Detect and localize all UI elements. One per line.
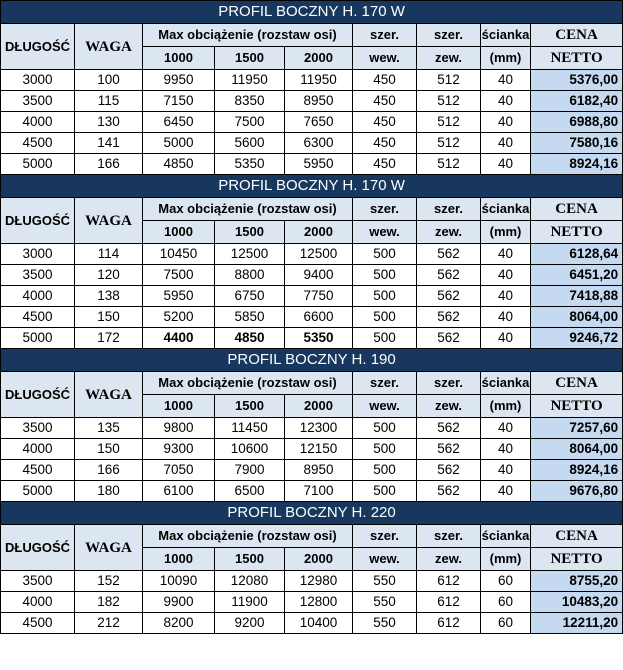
cell-width-outer: 612 <box>417 571 481 592</box>
table-row <box>1 439 623 460</box>
header-max-load: Max obciążenie (rozstaw osi) <box>143 525 353 548</box>
cell-weight: 182 <box>75 592 143 613</box>
cell-width-outer: 612 <box>417 592 481 613</box>
cell-load-1500: 7500 <box>215 112 285 133</box>
table-row <box>1 70 623 91</box>
table-row <box>1 613 623 634</box>
cell-price: 12211,20 <box>531 613 623 634</box>
header-max-load: Max obciążenie (rozstaw osi) <box>143 198 353 221</box>
cell-load-1000: 9950 <box>143 70 215 91</box>
header-length: DŁUGOŚĆ <box>1 525 75 571</box>
header-price-1: CENA <box>531 372 623 395</box>
cell-width-outer: 562 <box>417 244 481 265</box>
cell-load-1000: 10450 <box>143 244 215 265</box>
cell-width-inner: 500 <box>353 439 417 460</box>
cell-load-1000: 4400 <box>143 328 215 349</box>
cell-load-1000: 9300 <box>143 439 215 460</box>
cell-load-1000: 7050 <box>143 460 215 481</box>
header-max-load: Max obciążenie (rozstaw osi) <box>143 372 353 395</box>
cell-length: 5000 <box>1 154 75 175</box>
cell-load-2000: 12500 <box>285 244 353 265</box>
cell-wall: 60 <box>481 592 531 613</box>
cell-length: 4000 <box>1 286 75 307</box>
cell-width-inner: 500 <box>353 418 417 439</box>
header-width-inner-1: szer. <box>353 24 417 47</box>
cell-weight: 100 <box>75 70 143 91</box>
table-row <box>1 91 623 112</box>
cell-load-1500: 11900 <box>215 592 285 613</box>
cell-width-outer: 512 <box>417 112 481 133</box>
header-span: 1500 <box>215 221 285 244</box>
header-span: 1500 <box>215 395 285 418</box>
cell-length: 5000 <box>1 328 75 349</box>
cell-wall: 60 <box>481 613 531 634</box>
header-wall-2: (mm) <box>481 47 531 70</box>
cell-load-2000: 11950 <box>285 70 353 91</box>
cell-load-1500: 10600 <box>215 439 285 460</box>
header-width-inner-2: wew. <box>353 395 417 418</box>
cell-price: 7257,60 <box>531 418 623 439</box>
section-title-row <box>1 175 623 198</box>
cell-load-1500: 11450 <box>215 418 285 439</box>
cell-width-inner: 500 <box>353 244 417 265</box>
cell-length: 4000 <box>1 112 75 133</box>
header-span: 1500 <box>215 47 285 70</box>
cell-length: 4500 <box>1 307 75 328</box>
cell-load-1500: 8800 <box>215 265 285 286</box>
header-width-outer-2: zew. <box>417 221 481 244</box>
table-row <box>1 592 623 613</box>
section-title: PROFIL BOCZNY H. 190 <box>1 349 623 372</box>
cell-price: 7418,88 <box>531 286 623 307</box>
cell-width-inner: 500 <box>353 460 417 481</box>
cell-width-outer: 512 <box>417 133 481 154</box>
header-weight: WAGA <box>75 24 143 70</box>
cell-load-2000: 12800 <box>285 592 353 613</box>
cell-weight: 114 <box>75 244 143 265</box>
header-width-outer-1: szer. <box>417 198 481 221</box>
header-span: 2000 <box>285 47 353 70</box>
cell-width-inner: 450 <box>353 133 417 154</box>
cell-length: 5000 <box>1 481 75 502</box>
table-row <box>1 286 623 307</box>
cell-price: 6182,40 <box>531 91 623 112</box>
cell-length: 3500 <box>1 91 75 112</box>
cell-load-1500: 12500 <box>215 244 285 265</box>
cell-load-2000: 7100 <box>285 481 353 502</box>
header-span: 1500 <box>215 548 285 571</box>
cell-load-1000: 9800 <box>143 418 215 439</box>
header-price-2: NETTO <box>531 221 623 244</box>
header-width-outer-2: zew. <box>417 47 481 70</box>
table-row <box>1 265 623 286</box>
cell-wall: 40 <box>481 70 531 91</box>
cell-width-outer: 512 <box>417 154 481 175</box>
section-title-row <box>1 502 623 525</box>
cell-load-1500: 7900 <box>215 460 285 481</box>
cell-width-inner: 550 <box>353 571 417 592</box>
table-row <box>1 244 623 265</box>
cell-width-outer: 562 <box>417 286 481 307</box>
header-width-outer-1: szer. <box>417 372 481 395</box>
header-wall-1: ścianka <box>481 525 531 548</box>
section-title-row <box>1 349 623 372</box>
cell-width-outer: 562 <box>417 439 481 460</box>
cell-load-2000: 5950 <box>285 154 353 175</box>
cell-load-1000: 6450 <box>143 112 215 133</box>
cell-load-1500: 5600 <box>215 133 285 154</box>
cell-length: 4500 <box>1 460 75 481</box>
cell-weight: 150 <box>75 439 143 460</box>
cell-load-2000: 8950 <box>285 91 353 112</box>
cell-width-outer: 512 <box>417 70 481 91</box>
cell-weight: 166 <box>75 460 143 481</box>
cell-wall: 40 <box>481 244 531 265</box>
header-price-2: NETTO <box>531 395 623 418</box>
header-wall-2: (mm) <box>481 221 531 244</box>
table-row <box>1 460 623 481</box>
cell-load-2000: 12150 <box>285 439 353 460</box>
section-title-row <box>1 1 623 24</box>
header-row <box>1 372 623 395</box>
cell-load-1000: 5000 <box>143 133 215 154</box>
header-price-2: NETTO <box>531 47 623 70</box>
cell-wall: 40 <box>481 112 531 133</box>
cell-length: 3500 <box>1 265 75 286</box>
header-width-inner-2: wew. <box>353 221 417 244</box>
cell-price: 10483,20 <box>531 592 623 613</box>
cell-wall: 40 <box>481 154 531 175</box>
cell-weight: 141 <box>75 133 143 154</box>
cell-load-2000: 5350 <box>285 328 353 349</box>
cell-width-inner: 550 <box>353 613 417 634</box>
table-row <box>1 307 623 328</box>
section-title: PROFIL BOCZNY H. 170 W <box>1 1 623 24</box>
cell-weight: 152 <box>75 571 143 592</box>
cell-load-2000: 7750 <box>285 286 353 307</box>
header-span: 2000 <box>285 221 353 244</box>
cell-price: 5376,00 <box>531 70 623 91</box>
header-width-inner-1: szer. <box>353 525 417 548</box>
header-span: 2000 <box>285 395 353 418</box>
cell-length: 4000 <box>1 439 75 460</box>
cell-load-2000: 6600 <box>285 307 353 328</box>
cell-weight: 135 <box>75 418 143 439</box>
table-row <box>1 418 623 439</box>
cell-length: 4500 <box>1 613 75 634</box>
section-title: PROFIL BOCZNY H. 170 W <box>1 175 623 198</box>
cell-load-1000: 4850 <box>143 154 215 175</box>
cell-length: 3500 <box>1 418 75 439</box>
cell-length: 4500 <box>1 133 75 154</box>
header-price-1: CENA <box>531 198 623 221</box>
header-length: DŁUGOŚĆ <box>1 372 75 418</box>
cell-load-2000: 7650 <box>285 112 353 133</box>
cell-load-1500: 4850 <box>215 328 285 349</box>
cell-load-1500: 6750 <box>215 286 285 307</box>
cell-width-outer: 562 <box>417 328 481 349</box>
cell-load-1000: 10090 <box>143 571 215 592</box>
cell-width-inner: 500 <box>353 265 417 286</box>
cell-wall: 40 <box>481 418 531 439</box>
cell-load-2000: 8950 <box>285 460 353 481</box>
cell-wall: 60 <box>481 571 531 592</box>
cell-price: 8755,20 <box>531 571 623 592</box>
cell-weight: 130 <box>75 112 143 133</box>
cell-width-inner: 500 <box>353 286 417 307</box>
cell-wall: 40 <box>481 439 531 460</box>
header-span: 1000 <box>143 221 215 244</box>
cell-wall: 40 <box>481 328 531 349</box>
cell-load-1500: 8350 <box>215 91 285 112</box>
table-row <box>1 133 623 154</box>
cell-width-inner: 450 <box>353 70 417 91</box>
cell-width-outer: 562 <box>417 418 481 439</box>
header-span: 1000 <box>143 47 215 70</box>
header-width-outer-1: szer. <box>417 525 481 548</box>
cell-width-inner: 550 <box>353 592 417 613</box>
cell-wall: 40 <box>481 265 531 286</box>
cell-load-2000: 6300 <box>285 133 353 154</box>
cell-length: 3000 <box>1 70 75 91</box>
cell-length: 3500 <box>1 571 75 592</box>
cell-width-outer: 562 <box>417 460 481 481</box>
cell-price: 8064,00 <box>531 439 623 460</box>
cell-wall: 40 <box>481 91 531 112</box>
cell-load-2000: 12980 <box>285 571 353 592</box>
header-wall-1: ścianka <box>481 198 531 221</box>
cell-weight: 180 <box>75 481 143 502</box>
cell-price: 8064,00 <box>531 307 623 328</box>
cell-load-1500: 6500 <box>215 481 285 502</box>
header-weight: WAGA <box>75 372 143 418</box>
cell-load-1000: 7500 <box>143 265 215 286</box>
cell-load-1500: 5350 <box>215 154 285 175</box>
cell-price: 6451,20 <box>531 265 623 286</box>
cell-price: 6988,80 <box>531 112 623 133</box>
header-width-inner-2: wew. <box>353 548 417 571</box>
cell-length: 3000 <box>1 244 75 265</box>
cell-weight: 212 <box>75 613 143 634</box>
table-row <box>1 481 623 502</box>
header-wall-2: (mm) <box>481 548 531 571</box>
cell-width-outer: 512 <box>417 91 481 112</box>
cell-width-inner: 450 <box>353 154 417 175</box>
header-max-load: Max obciążenie (rozstaw osi) <box>143 24 353 47</box>
cell-load-1500: 12080 <box>215 571 285 592</box>
header-span: 1000 <box>143 548 215 571</box>
cell-load-1500: 9200 <box>215 613 285 634</box>
cell-width-inner: 500 <box>353 328 417 349</box>
cell-weight: 120 <box>75 265 143 286</box>
cell-weight: 166 <box>75 154 143 175</box>
cell-load-1500: 5850 <box>215 307 285 328</box>
cell-width-inner: 450 <box>353 91 417 112</box>
header-width-inner-1: szer. <box>353 198 417 221</box>
cell-price: 8924,16 <box>531 460 623 481</box>
cell-width-outer: 562 <box>417 307 481 328</box>
cell-width-outer: 562 <box>417 481 481 502</box>
cell-width-inner: 450 <box>353 112 417 133</box>
header-row <box>1 525 623 548</box>
header-wall-1: ścianka <box>481 24 531 47</box>
header-price-1: CENA <box>531 525 623 548</box>
cell-width-inner: 500 <box>353 481 417 502</box>
table-row <box>1 154 623 175</box>
table-row <box>1 328 623 349</box>
cell-weight: 150 <box>75 307 143 328</box>
cell-weight: 138 <box>75 286 143 307</box>
header-span: 1000 <box>143 395 215 418</box>
cell-load-1000: 5200 <box>143 307 215 328</box>
cell-wall: 40 <box>481 133 531 154</box>
header-wall-1: ścianka <box>481 372 531 395</box>
header-width-inner-2: wew. <box>353 47 417 70</box>
cell-load-1000: 7150 <box>143 91 215 112</box>
cell-load-2000: 9400 <box>285 265 353 286</box>
table-row <box>1 112 623 133</box>
header-price-2: NETTO <box>531 548 623 571</box>
cell-width-outer: 612 <box>417 613 481 634</box>
header-width-outer-2: zew. <box>417 395 481 418</box>
cell-price: 7580,16 <box>531 133 623 154</box>
table-row <box>1 571 623 592</box>
header-width-inner-1: szer. <box>353 372 417 395</box>
header-wall-2: (mm) <box>481 395 531 418</box>
cell-width-outer: 562 <box>417 265 481 286</box>
header-length: DŁUGOŚĆ <box>1 198 75 244</box>
header-width-outer-2: zew. <box>417 548 481 571</box>
cell-weight: 172 <box>75 328 143 349</box>
header-row <box>1 198 623 221</box>
cell-wall: 40 <box>481 481 531 502</box>
cell-load-2000: 12300 <box>285 418 353 439</box>
header-weight: WAGA <box>75 525 143 571</box>
cell-width-inner: 500 <box>353 307 417 328</box>
cell-load-1000: 6100 <box>143 481 215 502</box>
header-length: DŁUGOŚĆ <box>1 24 75 70</box>
cell-price: 8924,16 <box>531 154 623 175</box>
cell-wall: 40 <box>481 307 531 328</box>
section-title: PROFIL BOCZNY H. 220 <box>1 502 623 525</box>
cell-wall: 40 <box>481 460 531 481</box>
header-price-1: CENA <box>531 24 623 47</box>
cell-weight: 115 <box>75 91 143 112</box>
cell-load-1000: 5950 <box>143 286 215 307</box>
cell-price: 9676,80 <box>531 481 623 502</box>
header-width-outer-1: szer. <box>417 24 481 47</box>
header-weight: WAGA <box>75 198 143 244</box>
header-row <box>1 24 623 47</box>
cell-load-1000: 9900 <box>143 592 215 613</box>
cell-length: 4000 <box>1 592 75 613</box>
cell-load-1500: 11950 <box>215 70 285 91</box>
cell-wall: 40 <box>481 286 531 307</box>
cell-price: 9246,72 <box>531 328 623 349</box>
cell-price: 6128,64 <box>531 244 623 265</box>
header-span: 2000 <box>285 548 353 571</box>
cell-load-1000: 8200 <box>143 613 215 634</box>
cell-load-2000: 10400 <box>285 613 353 634</box>
